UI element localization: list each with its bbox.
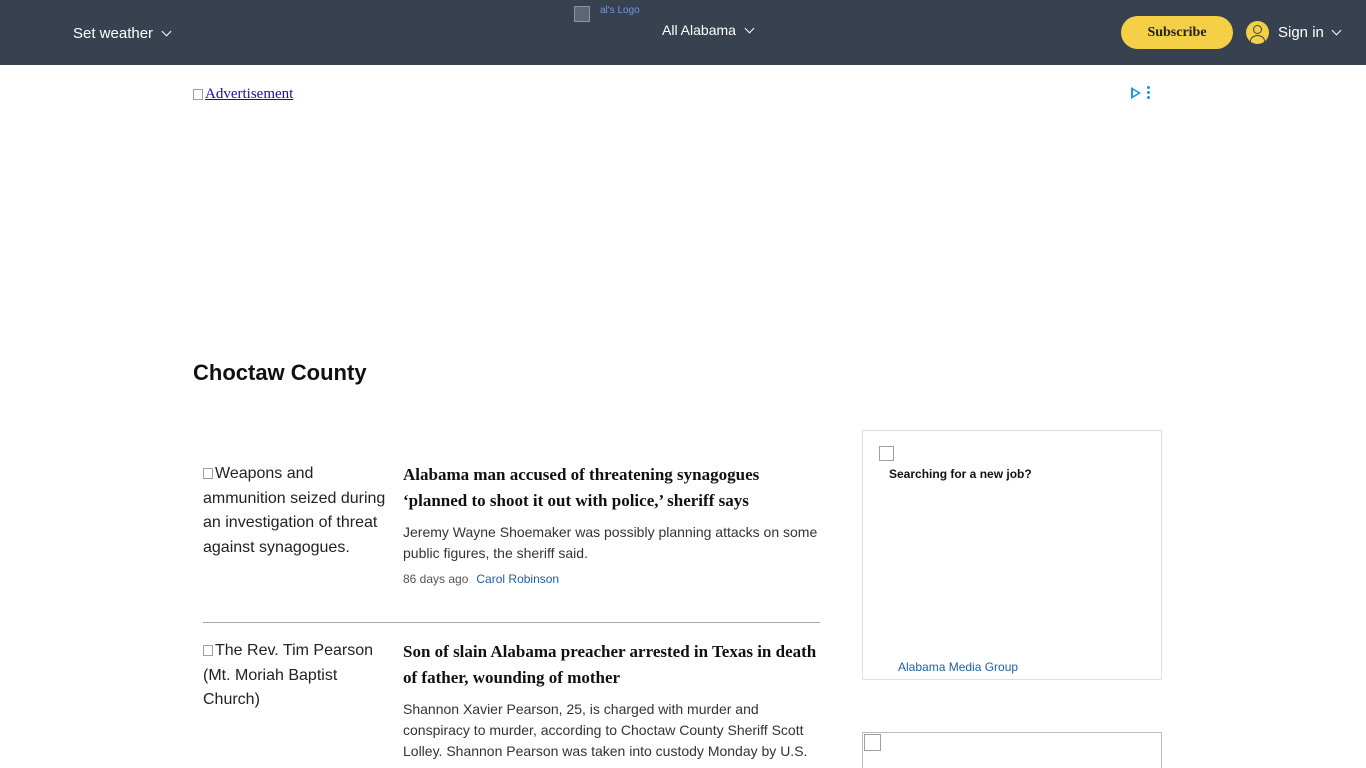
article-headline[interactable]: Alabama man accused of threatening synagogues ‘planned to shoot it out with police,’ sheriff says xyxy=(403,465,760,510)
widget-sponsor-link[interactable]: Alabama Media Group xyxy=(898,660,1019,674)
article-author-link[interactable]: Carol Robinson xyxy=(476,572,560,586)
thumbnail-alt-text: Weapons and ammunition seized during an investigation of threat against synagogues. xyxy=(203,465,386,556)
adchoices-play-icon[interactable] xyxy=(1131,87,1141,99)
article-age: 86 days ago xyxy=(403,572,469,586)
article-text xyxy=(403,462,820,586)
site-logo[interactable] xyxy=(574,6,640,22)
article-summary: Shannon Xavier Pearson, 25, is charged with murder and conspiracy to murder, according to Choctaw County Sheriff Scott Lolley. Shannon Pearson was taken into custody Monday by U.S. xyxy=(403,701,808,759)
article-summary: Jeremy Wayne Shoemaker was possibly planning attacks on some public figures, the sheriff said. xyxy=(403,524,818,561)
region-label: All Alabama xyxy=(662,22,736,38)
broken-image-icon xyxy=(203,645,213,656)
sign-in-label: Sign in xyxy=(1278,24,1324,41)
set-weather-button[interactable] xyxy=(73,25,170,42)
chevron-down-icon xyxy=(1331,26,1341,36)
broken-image-icon xyxy=(193,89,203,100)
article-divider xyxy=(203,622,820,623)
broken-image-icon xyxy=(864,734,881,751)
chevron-down-icon xyxy=(162,27,172,37)
set-weather-label: Set weather xyxy=(73,25,154,42)
more-options-icon[interactable] xyxy=(1147,86,1150,99)
article-thumbnail[interactable] xyxy=(203,462,388,560)
job-search-widget xyxy=(862,430,1162,680)
broken-image-icon xyxy=(203,468,213,479)
logo-image-icon xyxy=(574,6,590,22)
chevron-down-icon xyxy=(744,23,754,33)
sidebar-ad-widget[interactable] xyxy=(862,732,1162,768)
region-selector[interactable] xyxy=(662,22,753,38)
site-header xyxy=(0,0,1366,65)
logo-alt-text: al's Logo xyxy=(600,5,640,16)
advertisement-link[interactable] xyxy=(193,86,293,103)
subscribe-button[interactable]: Subscribe xyxy=(1121,16,1233,49)
page-title: Choctaw County xyxy=(193,360,367,385)
article-meta xyxy=(403,572,820,586)
advertisement-text: Advertisement xyxy=(205,86,294,102)
user-avatar-icon xyxy=(1246,21,1269,44)
article-headline[interactable]: Son of slain Alabama preacher arrested in Texas in death of father, wounding of mother xyxy=(403,642,817,687)
thumbnail-alt-text: The Rev. Tim Pearson (Mt. Moriah Baptist Church) xyxy=(203,642,373,708)
article-thumbnail[interactable] xyxy=(203,639,388,713)
widget-title: Searching for a new job? xyxy=(889,467,1032,481)
ad-choices[interactable] xyxy=(1131,86,1150,99)
broken-image-icon xyxy=(879,446,894,461)
article-text xyxy=(403,639,820,762)
sign-in-button[interactable] xyxy=(1246,21,1340,44)
